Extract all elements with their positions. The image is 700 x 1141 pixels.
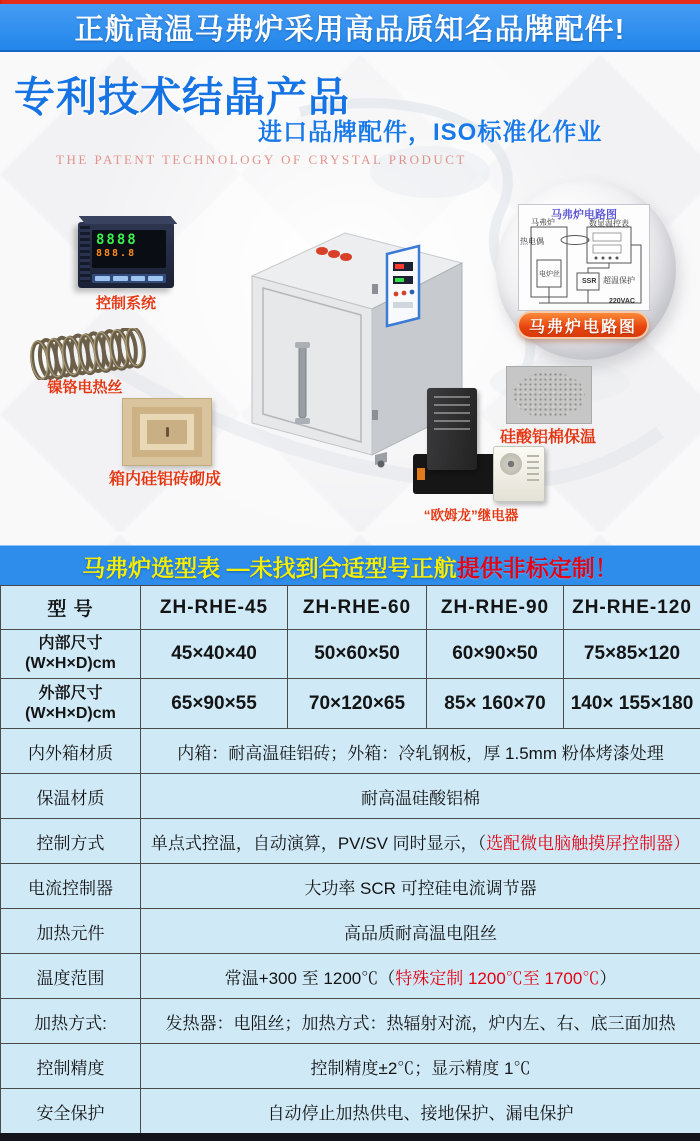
header-zh-rhe-90: ZH-RHE-90 [427,586,564,630]
temperature-range-value: 常温+300 至 1200℃（特殊定制 1200℃至 1700℃） [141,954,700,999]
circuit-furnace-label: 马弗炉 [531,218,555,227]
circuit-power-label: 220VAC [609,298,635,305]
outer-size-label: 外部尺寸 (W×H×D)cm [1,679,141,729]
circuit-badge [517,311,649,339]
table-row-insulation-material [1,774,700,819]
controller-label: 控制系统 [95,295,156,312]
table-row-temperature-range [1,954,700,999]
circuit-ssr-label: SSR [582,278,597,285]
relay-black-body [427,388,477,470]
controller-screen [92,230,166,268]
coil-label: 镍铬电热丝 [47,379,123,396]
table-row-current-controller [1,864,700,909]
bottom-dark-strip [0,1133,700,1141]
controller-sv-digits: 888.8 [96,248,137,259]
spec-table [0,585,700,1134]
circuit-heater-label: 电炉丝 [539,271,560,278]
table-row-control-mode [1,819,700,864]
inner-size-label: 内部尺寸 (W×H×D)cm [1,630,141,679]
table-row-safety-protection [1,1089,700,1134]
banner-slogan: 正航高温马弗炉采用高品质知名品牌配件! [74,13,626,46]
header-zh-rhe-60: ZH-RHE-60 [288,586,427,630]
firebrick-image [122,398,212,466]
box-material-label: 内外箱材质 [1,729,141,774]
heating-element-value: 高品质耐高温电阻丝 [141,909,700,954]
insulation-material-value: 耐高温硅酸铝棉 [141,774,700,819]
circuit-title: 马弗炉电路图 [551,209,617,221]
current-controller-value: 大功率 SCR 可控硅电流调节器 [141,864,700,909]
circuit-meter-label: 数显温控表 [589,219,629,228]
inner-size-60: 50×60×50 [288,630,427,679]
heating-method-label: 加热方式: [1,999,141,1044]
selection-bar-suffix: 提供非标定制！ [456,554,618,581]
circuit-badge-label: 马弗炉电路图 [528,318,637,336]
safety-protection-label: 安全保护 [1,1089,141,1134]
table-row-heating-element [1,909,700,954]
relay-label: “欧姆龙”继电器 [423,508,519,523]
hero-watermark: THE PATENT TECHNOLOGY OF CRYSTAL PRODUCT [56,152,467,167]
outer-size-45: 65×90×55 [141,679,288,729]
outer-size-120: 140× 155×180 [564,679,700,729]
current-controller-label: 电流控制器 [1,864,141,909]
hero-section [0,52,700,545]
table-row-outer-size [1,679,700,729]
table-row-control-accuracy [1,1044,700,1089]
box-material-value: 内箱：耐高温硅铝砖；外箱：冷轧钢板，厚 1.5mm 粉体烤漆处理 [141,729,700,774]
table-row-box-material [1,729,700,774]
circuit-thermocouple-label: 热电偶 [520,237,544,246]
inner-size-120: 75×85×120 [564,630,700,679]
brick-label: 箱内硅铝砖砌成 [108,471,221,488]
inner-size-45: 45×40×40 [141,630,288,679]
control-mode-value: 单点式控温，自动演算，PV/SV 同时显示，（选配微电脑触摸屏控制器） [141,819,700,864]
table-row-inner-size [1,630,700,679]
control-accuracy-value: 控制精度±2℃；显示精度 1℃ [141,1044,700,1089]
controller-pv-digits: 8888 [96,232,138,248]
table-row-header [1,586,700,630]
outer-size-90: 85× 160×70 [427,679,564,729]
circuit-protect-label: 超温保护 [603,276,635,285]
table-row-heating-method [1,999,700,1044]
temperature-controller-image [78,222,174,288]
heating-coil-image [26,328,154,380]
insulation-material-label: 保温材质 [1,774,141,819]
temperature-range-label: 温度范围 [1,954,141,999]
heating-method-value: 发热器：电阻丝；加热方式：热辐射对流，炉内左、右、底三面加热 [141,999,700,1044]
outer-size-60: 70×120×65 [288,679,427,729]
controller-heatsink [80,226,90,282]
controller-buttons [92,274,166,283]
relay-image [413,388,545,504]
relay-white-body [493,446,545,502]
heating-element-label: 加热元件 [1,909,141,954]
header-zh-rhe-120: ZH-RHE-120 [564,586,700,630]
selection-bar-highlight: 马弗炉选型表 —未找到合适型号正航 [82,554,457,581]
control-accuracy-label: 控制精度 [1,1044,141,1089]
hero-title: 专利技术结晶产品 [14,74,350,120]
top-banner [0,4,700,52]
hero-subtitle: 进口品牌配件，ISO标准化作业 [258,119,603,146]
header-model: 型 号 [1,586,141,630]
header-zh-rhe-45: ZH-RHE-45 [141,586,288,630]
selection-bar [0,545,700,586]
circuit-diagram [518,204,650,311]
safety-protection-value: 自动停止加热供电、接地保护、漏电保护 [141,1089,700,1134]
inner-size-90: 60×90×50 [427,630,564,679]
control-mode-label: 控制方式 [1,819,141,864]
insulation-label: 硅酸铝棉保温 [499,429,596,446]
